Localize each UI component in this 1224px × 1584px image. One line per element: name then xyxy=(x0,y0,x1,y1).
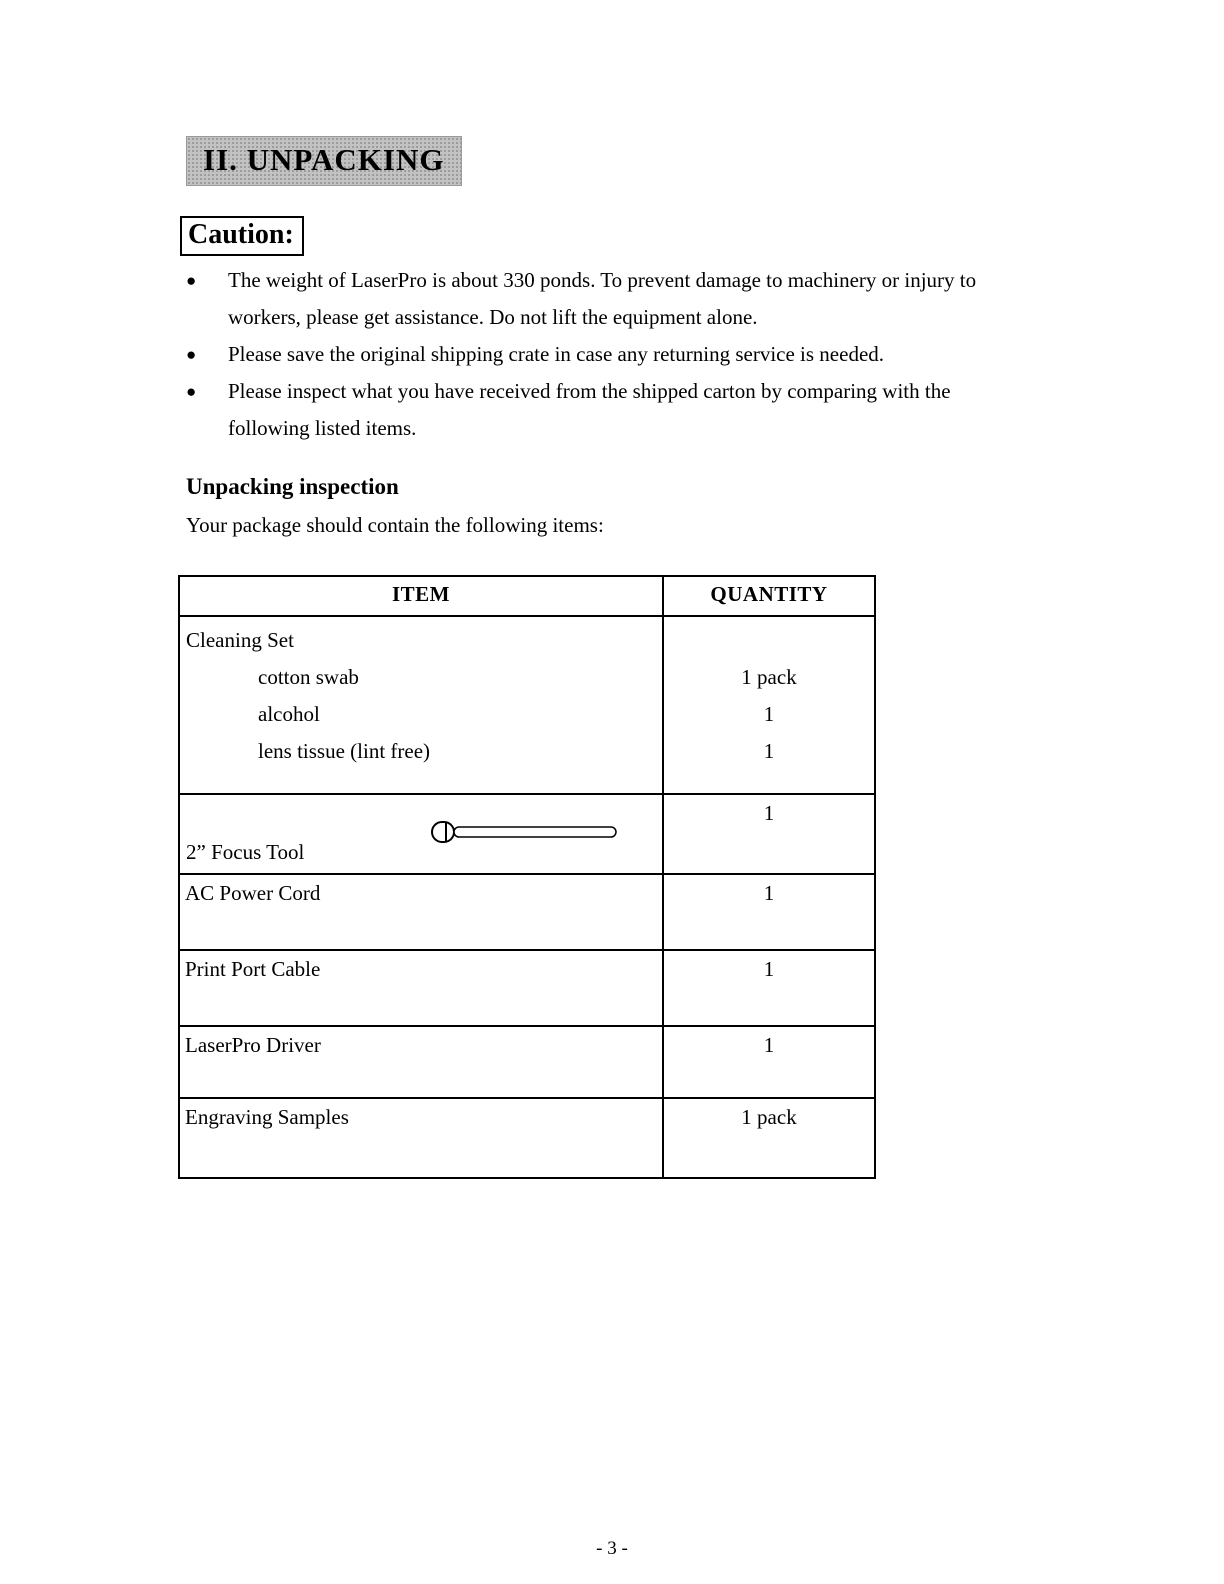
table-row xyxy=(180,1097,874,1177)
item-label: Print Port Cable xyxy=(185,957,321,981)
table-row xyxy=(180,949,874,1025)
quantity-cell xyxy=(664,951,874,1025)
item-cell xyxy=(180,1027,664,1097)
item-label: AC Power Cord xyxy=(185,881,321,905)
list-item xyxy=(186,336,986,373)
column-header-quantity: QUANTITY xyxy=(710,582,828,606)
section-heading: II. UNPACKING xyxy=(186,136,462,186)
quantity-value: 1 xyxy=(763,702,775,726)
caution-bullet-list xyxy=(186,262,986,447)
list-item xyxy=(186,373,986,447)
focus-tool-drawing-icon xyxy=(430,819,620,845)
spacer xyxy=(664,621,874,659)
item-cell xyxy=(180,617,664,793)
bullet-icon: ● xyxy=(186,271,197,290)
table-row xyxy=(180,873,874,949)
quantity-value: 1 xyxy=(763,881,775,905)
quantity-cell xyxy=(664,1027,874,1097)
quantity-value: 1 xyxy=(763,1033,775,1057)
bullet-text: Please save the original shipping crate in case any returning service is needed. xyxy=(228,342,885,366)
sub-item-label: lens tissue (lint free) xyxy=(258,739,431,763)
quantity-cell xyxy=(664,1099,874,1177)
items-table xyxy=(178,575,876,1179)
quantity-value: 1 pack xyxy=(741,1105,797,1129)
bullet-icon: ● xyxy=(186,345,197,364)
list-item xyxy=(186,262,986,336)
subsection-heading: Unpacking inspection xyxy=(186,474,399,499)
column-header-item: ITEM xyxy=(180,577,664,615)
item-label: LaserPro Driver xyxy=(185,1033,321,1057)
table-row xyxy=(180,793,874,873)
quantity-value: 1 xyxy=(763,957,775,981)
table-row xyxy=(180,1025,874,1097)
bullet-icon: ● xyxy=(186,382,197,401)
item-cell xyxy=(180,1099,664,1177)
quantity-cell xyxy=(664,617,874,793)
item-label: 2” Focus Tool xyxy=(186,840,305,864)
quantity-value: 1 xyxy=(763,739,775,763)
item-label: Cleaning Set xyxy=(186,628,294,652)
item-cell xyxy=(180,875,664,949)
quantity-cell xyxy=(664,875,874,949)
table-header-row xyxy=(180,577,874,615)
bullet-text: The weight of LaserPro is about 330 ponds. To prevent damage to machinery or injury to workers, please get assistance. Do not lift the equipment alone. xyxy=(228,268,977,329)
intro-text: Your package should contain the following items: xyxy=(186,513,604,537)
bullet-text: Please inspect what you have received from the shipped carton by comparing with the following listed items. xyxy=(228,379,951,440)
quantity-cell xyxy=(664,795,874,873)
item-cell xyxy=(180,951,664,1025)
page-number: - 3 - xyxy=(596,1538,628,1559)
table-row xyxy=(180,615,874,793)
quantity-value: 1 pack xyxy=(741,665,797,689)
item-cell xyxy=(180,795,664,873)
caution-label: Caution: xyxy=(180,216,304,256)
quantity-value: 1 xyxy=(763,801,775,825)
sub-item-label: alcohol xyxy=(258,702,320,726)
sub-item-label: cotton swab xyxy=(258,665,359,689)
item-label: Engraving Samples xyxy=(185,1105,349,1129)
